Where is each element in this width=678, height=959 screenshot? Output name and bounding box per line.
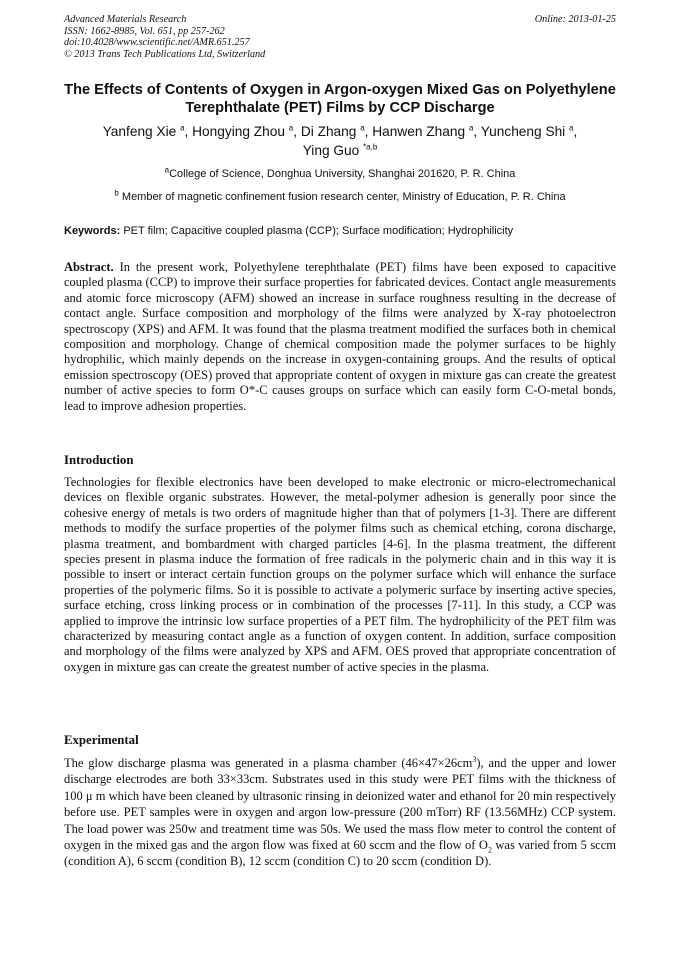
experimental-body (64, 755, 616, 870)
author-name: Hongying Zhou (192, 124, 285, 139)
journal-issn: ISSN: 1662-8985, Vol. 651, pp 257-262 (64, 25, 225, 37)
experimental-text-3: was varied from 5 sccm (condition A), 6 sccm (condition B), 12 sccm (condition C) to 20 sccm (condition D). (64, 838, 616, 869)
author-affil-mark: *a,b (363, 142, 378, 152)
journal-copyright: © 2013 Trans Tech Publications Ltd, Switzerland (64, 48, 266, 60)
journal-name: Advanced Materials Research (64, 14, 187, 25)
keywords (64, 224, 616, 238)
author-affil-mark: a (180, 123, 185, 133)
author-name: Di Zhang (300, 124, 357, 139)
affiliation-text: College of Science, Donghua University, Shanghai 201620, P. R. China (169, 168, 516, 180)
author-affil-mark: a (468, 123, 474, 133)
affiliation-mark: b (114, 188, 119, 198)
journal-header (64, 14, 616, 60)
affiliation-a (64, 167, 616, 181)
superscript-3: 3 (472, 754, 477, 764)
experimental-text-1: The glow discharge plasma was generated in a plasma chamber (46×47×26cm (64, 756, 473, 770)
affiliation-mark: a (164, 165, 170, 175)
abstract-label: Abstract. (64, 260, 114, 274)
experimental-text-2: ), and the upper and lower discharge electrodes are both 33×33cm. Substrates used in this study were PET films with the thickness of 100 μ m which have been cleaned by ultrasonic rinsing in deionized water and ethanol for 20 min respectively before use. PET samples were in oxygen and argon low-pressure (200 mTorr) RF (13.56MHz) CCP system. The load power was 250w and treatment time was 50s. We used the mass flow meter to control the content of oxygen in the mixed gas and the argon flow was fixed at 60 sccm and the flow of O (64, 756, 616, 853)
author-name: Yanfeng Xie (102, 124, 177, 139)
author-affil-mark: a (569, 123, 574, 133)
paper-title: The Effects of Contents of Oxygen in Argon-oxygen Mixed Gas on Polyethylene Terephthalate (PET) Films by CCP Discharge (64, 82, 616, 116)
affiliation-b (64, 190, 616, 204)
author-list: Yanfeng Xie $^a$, Hongying Zhou $^a$, Di Zhang $^a$, Hanwen Zhang $^a$, Yuncheng Shi $^a$, Ying Guo $^{*a,b}$ (102, 123, 578, 158)
author-affil-mark: a (360, 123, 365, 133)
section-heading-experimental: Experimental (64, 733, 139, 747)
section-heading-introduction: Introduction (64, 453, 134, 467)
abstract-text: In the present work, Polyethylene terephthalate (PET) films have been exposed to capacitive coupled plasma (CCP) to improve their surface properties for fabricated devices. Contact angle measurements and atomic force microscopy (AFM) showed an increase in surface roughness resulting in the decrease of contact angle. Surface composition and morphology of the films were analyzed by X-ray photoelectron spectroscopy (XPS) and AFM. It was found that the plasma treatment modified the surfaces both in chemical composition and morphology. Change of chemical composition made the polymer surfaces to be highly hydrophilic, which mainly depends on the increase in oxygen-containing groups. And the results of optical emission spectroscopy (OES) proved that appropriate content of oxygen in mixture gas can create the greatest number of active species to form O*-C causes groups on surface which can easily form C-O-metal bonds, lead to improve adhesion properties. (64, 260, 616, 413)
introduction-body: Technologies for flexible electronics have been developed to make electronic or micro-electromechanical devices on flexible organic substrates. However, the metal-polymer adhesion is generally poor since the cohesive energy of metals is two orders of magnitude higher than that of polymers [1-3]. There are different methods to modify the surface properties of the polymer films such as chemical etching, corona discharge, plasma treatment, and bombardment with charged particles [4-6]. In the plasma treatment, the different species present in plasma induce the formation of free radicals in the polymeric chain and in this way it is possible to insert or interact certain function groups on the polymer surface which will enhance the surface properties of the polymeric films. So it is possible to activate a polymeric surface by inserting active species, surface etching, cross linking process or in combination of the processes [7-11]. In this study, a CCP was applied to improve the intrinsic low surface properties of a PET film. The hydrophilicity of the PET film was characterized by measuring contact angle as a function of oxygen content. In addition, surface composition and morphology of the films were analyzed by XPS and AFM. OES proved that appropriate concentration of oxygen in mixture gas can create the greatest number of active species in the plasma. (64, 475, 616, 674)
author-name: Yuncheng Shi (480, 124, 566, 139)
author-name: Hanwen Zhang (372, 124, 466, 139)
keywords-label: Keywords: (64, 225, 121, 237)
journal-doi: doi:10.4028/www.scientific.net/AMR.651.257 (64, 37, 250, 49)
abstract (64, 260, 616, 414)
author-name: Ying Guo (302, 143, 360, 158)
author-affil-mark: a (288, 123, 294, 133)
online-date: Online: 2013-01-25 (534, 14, 616, 25)
affiliation-text: Member of magnetic confinement fusion research center, Ministry of Education, P. R. China (121, 191, 566, 203)
keywords-text: PET film; Capacitive coupled plasma (CCP); Surface modification; Hydrophilicity (123, 225, 514, 237)
subscript-2: 2 (487, 845, 492, 855)
